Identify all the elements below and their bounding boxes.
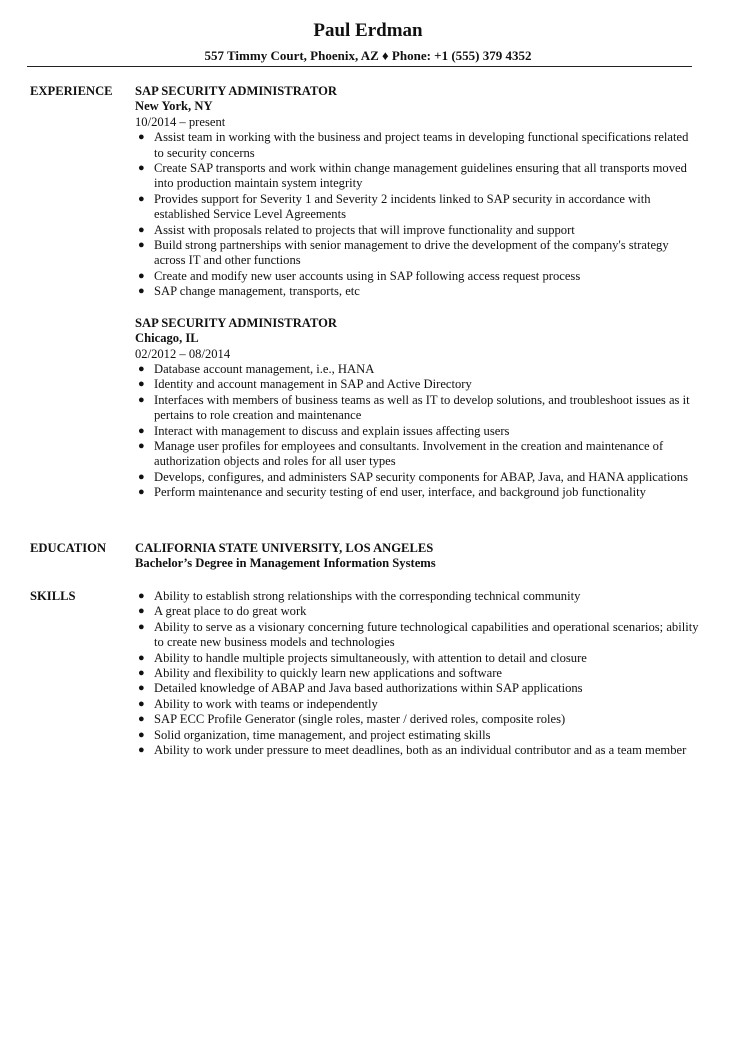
bullet-text: Create SAP transports and work within change management guidelines ensuring that all transports moved into production maintain system integrity [154, 161, 687, 191]
bullet-icon: ● [138, 439, 145, 452]
candidate-name: Paul Erdman [313, 20, 423, 41]
bullet-text: Create and modify new user accounts using in SAP following access request process [154, 268, 581, 283]
bullet-icon: ● [138, 470, 145, 483]
bullet-text: Interact with management to discuss and explain issues affecting users [154, 423, 510, 438]
skill-text: Detailed knowledge of ABAP and Java based authorizations within SAP applications [154, 681, 583, 696]
school-name: CALIFORNIA STATE UNIVERSITY, LOS ANGELES [135, 541, 434, 555]
contact-line: 557 Timmy Court, Phoenix, AZ ♦ Phone: +1 (555) 379 4352 [204, 48, 532, 63]
list-item [135, 192, 700, 223]
skill-text: Ability to work under pressure to meet deadlines, both as an individual contributor and as a team member [154, 743, 687, 758]
list-item [135, 712, 700, 727]
list-item [135, 439, 700, 470]
list-item [135, 681, 700, 696]
list-item [135, 589, 700, 604]
list-item [135, 743, 700, 758]
list-item [135, 620, 700, 651]
bullet-text: Interfaces with members of business teams as well as IT to develop solutions, and troubleshoot issues as it pertains to role creation and maintenance [154, 392, 690, 423]
skills-body [135, 589, 700, 758]
job-title: SAP SECURITY ADMINISTRATOR [135, 84, 338, 98]
list-item [135, 728, 700, 743]
skill-text: Ability to work with teams or independently [154, 696, 378, 711]
bullet-icon: ● [138, 393, 145, 406]
list-item [135, 284, 700, 299]
job-dates: 02/2012 – 08/2014 [135, 346, 231, 361]
bullet-text: Assist with proposals related to projects that will improve functionality and support [154, 222, 575, 237]
skill-text: A great place to do great work [154, 604, 307, 619]
degree-name: Bachelor’s Degree in Management Information Systems [135, 556, 436, 571]
experience-body [135, 84, 700, 501]
job-bullet-list [135, 362, 700, 501]
list-item [135, 485, 700, 500]
list-item [135, 269, 700, 284]
bullet-icon: ● [138, 285, 145, 298]
section-label-skills: SKILLS [30, 589, 76, 603]
bullet-icon: ● [138, 378, 145, 391]
header-divider [27, 66, 692, 67]
list-item [135, 362, 700, 377]
bullet-icon: ● [138, 651, 145, 664]
bullet-text: Assist team in working with the business and project teams in developing functional specifications related to security concerns [154, 130, 689, 160]
skill-text: SAP ECC Profile Generator (single roles, master / derived roles, composite roles) [154, 712, 566, 727]
list-item [135, 470, 700, 485]
bullet-text: Identity and account management in SAP and Active Directory [154, 377, 472, 392]
job-bullet-list [135, 130, 700, 299]
bullet-icon: ● [138, 744, 145, 757]
list-item [135, 651, 700, 666]
bullet-icon: ● [138, 697, 145, 710]
list-item [135, 604, 700, 619]
bullet-icon: ● [138, 424, 145, 437]
education-body [135, 541, 700, 572]
job-entry [135, 316, 700, 501]
list-item [135, 697, 700, 712]
bullet-icon: ● [138, 667, 145, 680]
skill-text: Solid organization, time management, and project estimating skills [154, 727, 491, 742]
list-item [135, 161, 700, 192]
job-title: SAP SECURITY ADMINISTRATOR [135, 315, 338, 330]
bullet-text: Develops, configures, and administers SAP security components for ABAP, Java, and HANA applications [154, 469, 688, 484]
bullet-icon: ● [138, 605, 145, 618]
list-item [135, 223, 700, 238]
bullet-icon: ● [138, 486, 145, 499]
bullet-icon: ● [138, 131, 145, 144]
bullet-text: Database account management, i.e., HANA [154, 361, 375, 376]
list-item [135, 238, 700, 269]
bullet-text: SAP change management, transports, etc [154, 284, 360, 299]
section-label-experience: EXPERIENCE [30, 84, 113, 98]
bullet-icon: ● [138, 192, 145, 205]
bullet-icon: ● [138, 713, 145, 726]
skill-text: Ability to establish strong relationships with the corresponding technical community [154, 589, 581, 603]
list-item [135, 666, 700, 681]
job-dates: 10/2014 – present [135, 114, 226, 129]
bullet-text: Manage user profiles for employees and consultants. Involvement in the creation and maintenance of authorization objects and roles for all user types [154, 438, 664, 469]
job-entry [135, 84, 700, 300]
bullet-icon: ● [138, 682, 145, 695]
list-item [135, 424, 700, 439]
resume-header [0, 0, 736, 64]
skill-text: Ability and flexibility to quickly learn new applications and software [154, 666, 502, 681]
list-item [135, 393, 700, 424]
job-location: New York, NY [135, 99, 213, 114]
bullet-icon: ● [138, 590, 145, 602]
bullet-icon: ● [138, 620, 145, 633]
bullet-icon: ● [138, 162, 145, 175]
bullet-text: Provides support for Severity 1 and Severity 2 incidents linked to SAP security in accordance with established Service Level Agreements [154, 191, 651, 222]
bullet-text: Build strong partnerships with senior management to drive the development of the company's strategy across IT and other functions [154, 238, 669, 268]
bullet-icon: ● [138, 728, 145, 741]
bullet-icon: ● [138, 269, 145, 282]
bullet-text: Perform maintenance and security testing of end user, interface, and background job functionality [154, 485, 646, 500]
job-location: Chicago, IL [135, 331, 199, 346]
bullet-icon: ● [138, 223, 145, 236]
skills-list [135, 589, 700, 758]
list-item [135, 130, 700, 161]
bullet-icon: ● [138, 239, 145, 252]
section-label-education: EDUCATION [30, 541, 107, 555]
bullet-icon: ● [138, 362, 145, 375]
list-item [135, 377, 700, 392]
skill-text: Ability to handle multiple projects simultaneously, with attention to detail and closure [154, 650, 587, 665]
skill-text: Ability to serve as a visionary concerning future technological capabilities and operational scenarios; ability to create new business models and technologies [154, 619, 699, 650]
